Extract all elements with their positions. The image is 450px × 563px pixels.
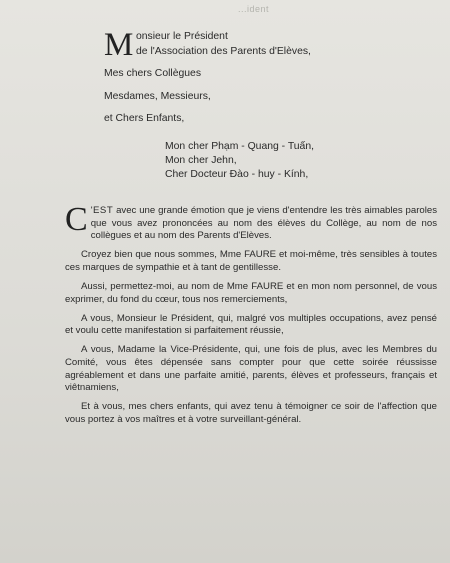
salutation-line-4: Mesdames, Messieurs,: [104, 90, 211, 102]
salutation-line-3: Mes chers Collègues: [104, 68, 202, 80]
paragraph-4: A vous, Monsieur le Président, qui, malgré vos multiples occupations, avez pensé et voulu cette manifestation si parfaitement réussie,: [65, 312, 437, 337]
page-header-fragment: ...ident: [238, 4, 270, 14]
salutation-block: [104, 27, 434, 127]
dedication-line-1: Mon cher Phạm - Quang - Tuấn,: [165, 141, 315, 152]
paragraph-3: Aussi, permettez-moi, au nom de Mme FAURE et en mon nom personnel, de vous exprimer, du fond du cœur, tous nos remerciements,: [65, 280, 437, 305]
salutation-line-1: onsieur le Président: [136, 31, 228, 42]
paragraph-1-caps: 'EST: [90, 205, 114, 216]
paragraph-1: [65, 201, 437, 243]
paragraph-2: Croyez bien que nous sommes, Mme FAURE et moi-même, très sensibles à toutes ces marques de sympathie et à tant de gentillesse.: [65, 249, 437, 273]
dedication-line-3: Cher Docteur Đào - huy - Kính,: [165, 169, 309, 180]
drop-cap-m: M: [104, 27, 134, 63]
paragraph-6: Et à vous, mes chers enfants, qui avez tenu à témoigner ce soir de l'affection que vous portez à vos maîtres et à votre surveillant-général.: [65, 401, 437, 425]
salutation-line-5: et Chers Enfants,: [104, 113, 185, 125]
dedication-block: [165, 140, 435, 182]
drop-cap-c: C: [65, 201, 88, 238]
speech-body: [65, 201, 437, 433]
paragraph-5: A vous, Madame la Vice-Présidente, qui, une fois de plus, avec les Membres du Comité, vous êtes dépensée sans compter pour que cette soirée réussisse agréablement et dans une parfaite amitié, parents, élèves et professeurs, français et viêtnamiens,: [65, 344, 437, 394]
salutation-line-2: de l'Association des Parents d'Elèves,: [136, 45, 311, 57]
paragraph-1-text: avec une grande émotion que je viens d'entendre les très aimables paroles que vous avez prononcées au nom des élèves du Collège, au nom de nos collègues et au nom des Parents d'Elèves.: [90, 205, 437, 242]
dedication-line-2: Mon cher Jehn,: [165, 155, 237, 166]
